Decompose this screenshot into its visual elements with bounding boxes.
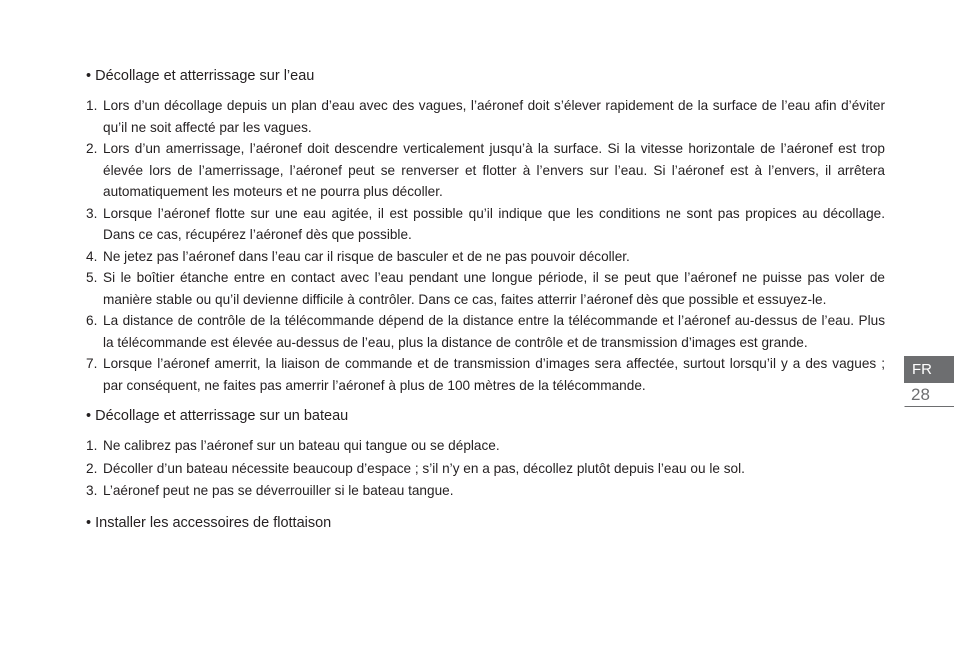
item-number: 3. — [86, 483, 98, 498]
item-text: Ne jetez pas l’aéronef dans l’eau car il risque de basculer et de ne pas pouvoir décoller. — [103, 248, 630, 264]
document-body — [86, 66, 885, 534]
item-text: L’aéronef peut ne pas se déverrouiller si le bateau tangue. — [103, 483, 454, 498]
item-text: Lorsque l’aéronef amerrit, la liaison de commande et de transmission d’images sera affectée, surtout lorsqu’il y a des vagues ; par conséquent, ne faites pas amerrir l’aéronef à plus de 100 mètres de la télécommande. — [103, 356, 885, 393]
item-number: 7. — [86, 356, 98, 371]
item-number: 2. — [86, 141, 98, 156]
item-text: Si le boîtier étanche entre en contact avec l’eau pendant une longue période, il se peut que l’aéronef ne puisse pas voler de manière stable ou qu’il devienne difficile à contrôler. Dans ce cas, faites atterrir l’aéronef dès que possible et essuyez-le. — [103, 270, 885, 307]
item-number: 1. — [86, 438, 98, 453]
list-item — [86, 267, 885, 310]
item-text: Lorsque l’aéronef flotte sur une eau agitée, il est possible qu’il indique que les conditions ne sont pas propices au décollage. Dans ce cas, récupérez l’aéronef dès que possible. — [103, 205, 885, 242]
list-item — [86, 458, 885, 481]
item-number: 3. — [86, 205, 98, 221]
list-item — [86, 480, 885, 503]
list-item — [86, 95, 885, 138]
item-number: 2. — [86, 460, 98, 476]
list-item — [86, 310, 885, 353]
list-item — [86, 435, 885, 458]
item-text: La distance de contrôle de la télécommande dépend de la distance entre la télécommande et l’aéronef au-dessus de l’eau. Plus la télécommande est élevée au-dessus de l’eau, plus la distance de contrôle et de transmission d’images est grande. — [103, 313, 885, 350]
page-number: 28 — [904, 383, 954, 407]
item-number: 6. — [86, 313, 98, 328]
list-item — [86, 138, 885, 203]
item-text: Décoller d’un bateau nécessite beaucoup d’espace ; s’il n’y en a pas, décollez plutôt depuis l’eau ou le sol. — [103, 460, 745, 476]
section-title-water: • Décollage et atterrissage sur l’eau — [86, 68, 315, 84]
item-text: Lors d’un amerrissage, l’aéronef doit descendre verticalement jusqu’à la surface. Si la vitesse horizontale de l’aéronef est trop élevée lors de l’amerrissage, l’aéronef peut se renverser et flotter à l’envers sur l’eau. Si l’aéronef est à l’envers, il arrêtera automatiquement les moteurs et ne pourra plus décoller. — [103, 141, 885, 199]
item-text: Lors d’un décollage depuis un plan d’eau avec des vagues, l’aéronef doit s’élever rapidement de la surface de l’eau afin d’éviter qu’il ne soit affecté par les vagues. — [103, 98, 885, 135]
boat-list — [86, 435, 885, 503]
water-list — [86, 95, 885, 396]
section-title-floats: • Installer les accessoires de flottaison — [86, 514, 332, 531]
list-item — [86, 203, 885, 246]
item-number: 5. — [86, 270, 98, 285]
list-item — [86, 353, 885, 396]
item-number: 1. — [86, 98, 98, 113]
list-item — [86, 246, 885, 268]
page-tab — [904, 356, 954, 407]
item-number: 4. — [86, 248, 98, 264]
section-title-boat: • Décollage et atterrissage sur un bateau — [86, 408, 349, 424]
item-text: Ne calibrez pas l’aéronef sur un bateau qui tangue ou se déplace. — [103, 438, 500, 453]
language-tab: FR — [904, 356, 954, 383]
